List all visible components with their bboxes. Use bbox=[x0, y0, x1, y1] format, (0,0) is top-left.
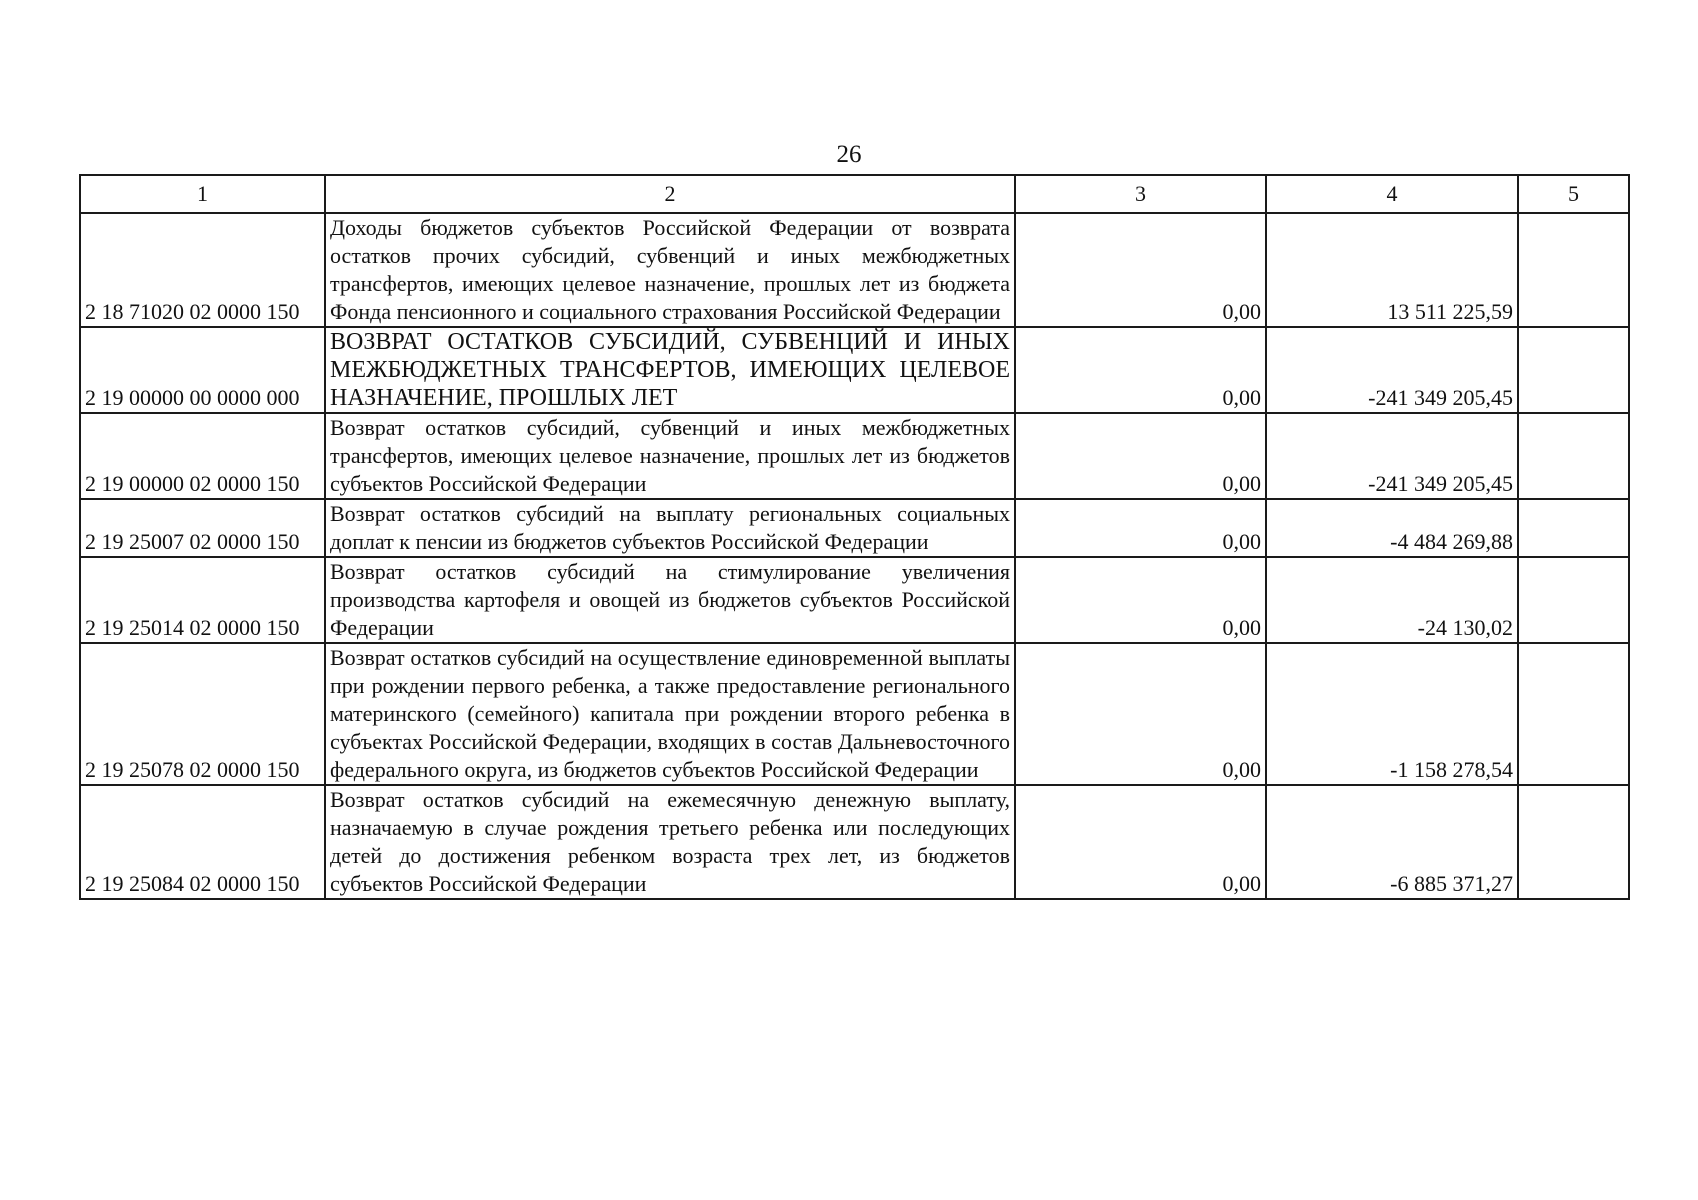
budget-code: 2 19 00000 02 0000 150 bbox=[80, 413, 325, 499]
income-name: Возврат остатков субсидий на выплату региональных социальных доплат к пенсии из бюджетов субъектов Российской Федерации bbox=[325, 499, 1015, 557]
table-row bbox=[80, 643, 1629, 785]
budget-table bbox=[79, 174, 1630, 900]
budget-code: 2 19 25084 02 0000 150 bbox=[80, 785, 325, 899]
amount-col3: 0,00 bbox=[1015, 557, 1266, 643]
budget-code: 2 19 00000 00 0000 000 bbox=[80, 327, 325, 413]
amount-col5 bbox=[1518, 413, 1629, 499]
amount-col4: -241 349 205,45 bbox=[1266, 413, 1518, 499]
amount-col4: -4 484 269,88 bbox=[1266, 499, 1518, 557]
income-name: Возврат остатков субсидий, субвенций и иных межбюджетных трансфертов, имеющих целевое назначение, прошлых лет из бюджетов субъектов Российской Федерации bbox=[325, 413, 1015, 499]
amount-col5 bbox=[1518, 499, 1629, 557]
table-row bbox=[80, 213, 1629, 327]
amount-col3: 0,00 bbox=[1015, 213, 1266, 327]
table-row bbox=[80, 327, 1629, 413]
budget-code: 2 19 25078 02 0000 150 bbox=[80, 643, 325, 785]
table-row bbox=[80, 413, 1629, 499]
income-name: ВОЗВРАТ ОСТАТКОВ СУБСИДИЙ, СУБВЕНЦИЙ И ИНЫХ МЕЖБЮДЖЕТНЫХ ТРАНСФЕРТОВ, ИМЕЮЩИХ ЦЕЛЕВОЕ НАЗНАЧЕНИЕ, ПРОШЛЫХ ЛЕТ bbox=[325, 327, 1015, 413]
amount-col5 bbox=[1518, 327, 1629, 413]
income-name: Возврат остатков субсидий на стимулирование увеличения производства картофеля и овощей из бюджетов субъектов Российской Федерации bbox=[325, 557, 1015, 643]
column-header-1: 1 bbox=[80, 175, 325, 213]
amount-col3: 0,00 bbox=[1015, 643, 1266, 785]
column-header-4: 4 bbox=[1266, 175, 1518, 213]
budget-code: 2 19 25014 02 0000 150 bbox=[80, 557, 325, 643]
amount-col5 bbox=[1518, 785, 1629, 899]
amount-col3: 0,00 bbox=[1015, 327, 1266, 413]
table-row bbox=[80, 557, 1629, 643]
budget-code: 2 18 71020 02 0000 150 bbox=[80, 213, 325, 327]
column-number-row bbox=[80, 175, 1629, 213]
column-header-2: 2 bbox=[325, 175, 1015, 213]
income-name: Возврат остатков субсидий на ежемесячную денежную выплату, назначаемую в случае рождения третьего ребенка или последующих детей до достижения ребенком возраста трех лет, из бюджетов субъектов Российской Федерации bbox=[325, 785, 1015, 899]
amount-col5 bbox=[1518, 643, 1629, 785]
table-row bbox=[80, 785, 1629, 899]
amount-col5 bbox=[1518, 213, 1629, 327]
amount-col3: 0,00 bbox=[1015, 499, 1266, 557]
amount-col4: -1 158 278,54 bbox=[1266, 643, 1518, 785]
column-header-5: 5 bbox=[1518, 175, 1629, 213]
amount-col4: -24 130,02 bbox=[1266, 557, 1518, 643]
column-header-3: 3 bbox=[1015, 175, 1266, 213]
amount-col3: 0,00 bbox=[1015, 785, 1266, 899]
income-name: Доходы бюджетов субъектов Российской Федерации от возврата остатков прочих субсидий, субвенций и иных межбюджетных трансфертов, имеющих целевое назначение, прошлых лет из бюджета Фонда пенсионного и социального страхования Российской Федерации bbox=[325, 213, 1015, 327]
amount-col4: -241 349 205,45 bbox=[1266, 327, 1518, 413]
income-name: Возврат остатков субсидий на осуществление единовременной выплаты при рождении первого ребенка, а также предоставление регионального материнского (семейного) капитала при рождении второго ребенка в субъектах Российской Федерации, входящих в состав Дальневосточного федерального округа, из бюджетов субъектов Российской Федерации bbox=[325, 643, 1015, 785]
table-row bbox=[80, 499, 1629, 557]
page-number: 26 bbox=[836, 141, 862, 168]
amount-col4: -6 885 371,27 bbox=[1266, 785, 1518, 899]
amount-col5 bbox=[1518, 557, 1629, 643]
amount-col3: 0,00 bbox=[1015, 413, 1266, 499]
budget-code: 2 19 25007 02 0000 150 bbox=[80, 499, 325, 557]
amount-col4: 13 511 225,59 bbox=[1266, 213, 1518, 327]
